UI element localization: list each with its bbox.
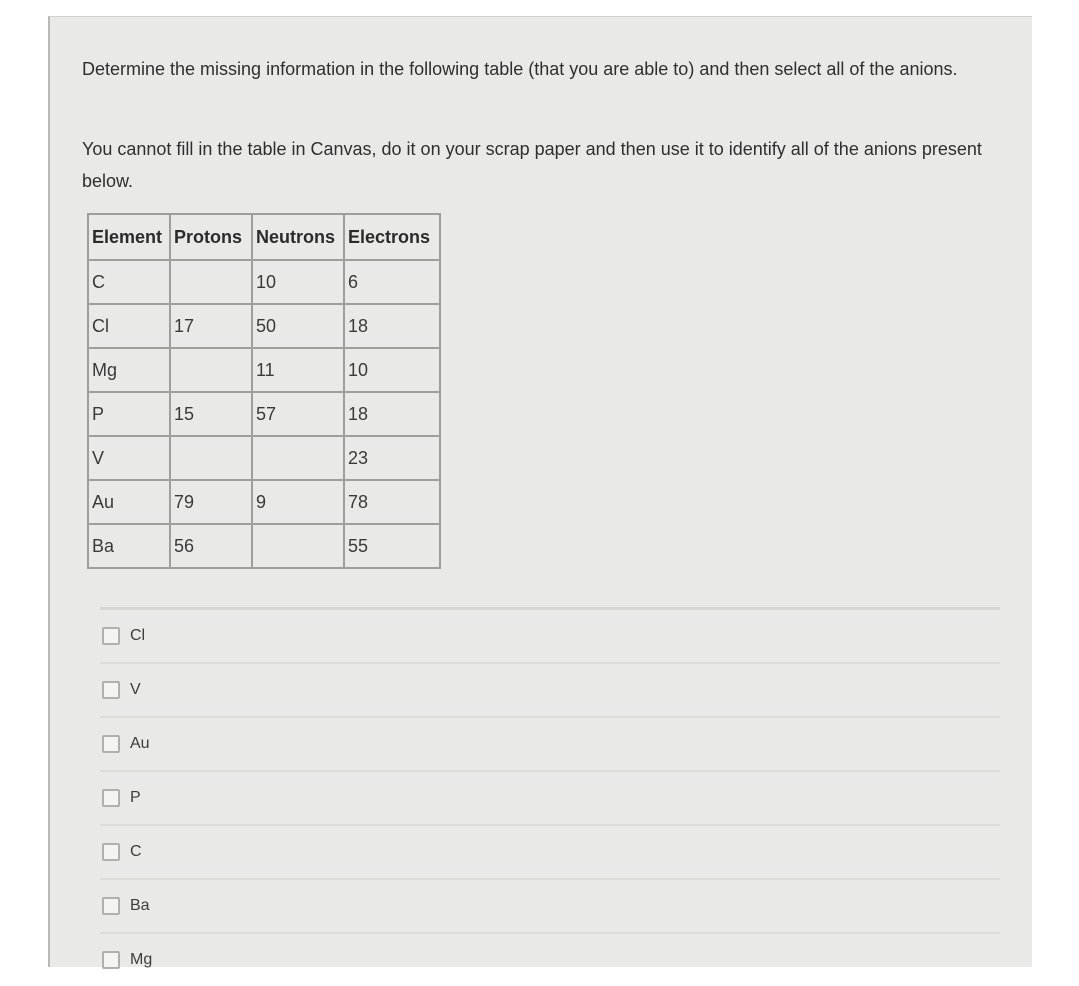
cell-electrons: 55 [344,524,440,568]
option-label: Ba [130,897,150,914]
table-header-row [88,214,440,260]
cell-electrons: 18 [344,304,440,348]
header-neutrons: Neutrons [252,214,344,260]
question-instructions: Determine the missing information in the following table (that you are able to) and then select all of the anions. [82,59,958,79]
checkbox[interactable] [102,627,120,645]
checkbox[interactable] [102,735,120,753]
question-note: You cannot fill in the table in Canvas, do it on your scrap paper and then use it to identify all of the anions present below. [82,139,982,191]
cell-element: Cl [88,304,170,348]
answer-option-ba[interactable] [100,878,1000,932]
option-label: Au [130,735,150,752]
cell-electrons: 18 [344,392,440,436]
answer-option-p[interactable] [100,770,1000,824]
table-row [88,436,440,480]
cell-neutrons: 50 [252,304,344,348]
cell-neutrons: 11 [252,348,344,392]
cell-element: Ba [88,524,170,568]
cell-electrons: 10 [344,348,440,392]
checkbox[interactable] [102,681,120,699]
checkbox[interactable] [102,951,120,969]
table-row [88,392,440,436]
header-protons: Protons [170,214,252,260]
cell-element: C [88,260,170,304]
cell-electrons: 6 [344,260,440,304]
option-label: P [130,789,141,806]
answer-option-mg[interactable] [100,932,1000,986]
cell-electrons: 78 [344,480,440,524]
cell-protons: 15 [170,392,252,436]
table-row [88,348,440,392]
checkbox[interactable] [102,789,120,807]
option-label: Cl [130,627,146,644]
quiz-question-panel [48,16,1032,967]
element-table [87,213,441,569]
answer-option-v[interactable] [100,662,1000,716]
cell-protons: 17 [170,304,252,348]
option-label: C [130,843,142,860]
cell-element: Au [88,480,170,524]
table-row [88,260,440,304]
answer-option-c[interactable] [100,824,1000,878]
cell-electrons: 23 [344,436,440,480]
answer-option-au[interactable] [100,716,1000,770]
table-row [88,480,440,524]
header-electrons: Electrons [344,214,440,260]
table-row [88,304,440,348]
cell-neutrons: 57 [252,392,344,436]
cell-neutrons [252,436,344,480]
option-label: Mg [130,951,153,968]
cell-element: P [88,392,170,436]
cell-neutrons [252,524,344,568]
checkbox[interactable] [102,897,120,915]
cell-neutrons: 10 [252,260,344,304]
option-label: V [130,681,141,698]
cell-protons [170,436,252,480]
cell-neutrons: 9 [252,480,344,524]
cell-element: Mg [88,348,170,392]
cell-protons [170,348,252,392]
cell-element: V [88,436,170,480]
header-element: Element [88,214,170,260]
table-row [88,524,440,568]
answer-options [100,607,1000,986]
answer-option-cl[interactable] [100,607,1000,662]
cell-protons: 79 [170,480,252,524]
cell-protons: 56 [170,524,252,568]
checkbox[interactable] [102,843,120,861]
cell-protons [170,260,252,304]
